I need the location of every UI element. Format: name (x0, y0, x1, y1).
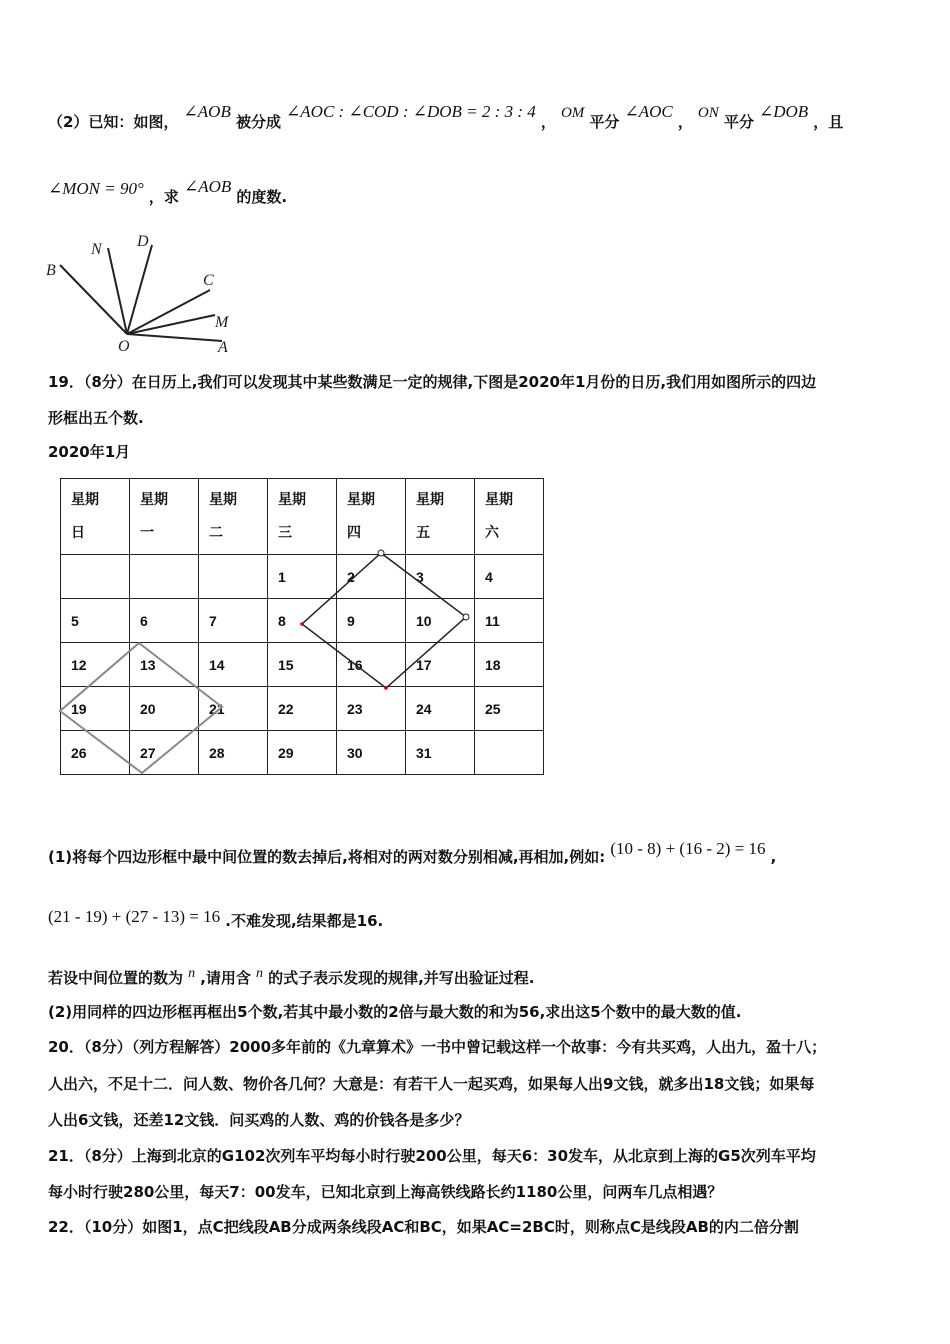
q18-part2-line2 (48, 177, 288, 207)
calendar-cell: 22 (268, 687, 337, 731)
q18-part2-line1 (48, 102, 844, 132)
header-fri: 星期 五 (406, 479, 475, 555)
ray-on (108, 248, 127, 334)
q19-p1-line3 (48, 967, 535, 988)
calendar-cell: 4 (475, 555, 544, 599)
calendar-cell: 1 (268, 555, 337, 599)
calendar-week-row (61, 687, 544, 731)
q19-p1b-tail: 的式子表示发现的规律,并写出验证过程. (268, 969, 535, 987)
math-angle-aob: ∠AOB (183, 102, 231, 121)
label-o: O (118, 338, 130, 355)
label-c: C (203, 272, 214, 289)
q20-line2: 人出六，不足十二．问人数、物价各几何？大意是：有若干人一起买鸡，如果每人出9文钱，就多出18文钱；如果每 (48, 1075, 815, 1093)
header-mon: 星期 一 (130, 479, 199, 555)
math-example-1: (10 - 8) + (16 - 2) = 16 (610, 839, 766, 858)
q19-p1-lead: (1)将每个四边形框中最中间位置的数去掉后,将相对的两对数分别相减,再相加,例如: (48, 848, 606, 866)
calendar-cell: 5 (61, 599, 130, 643)
calendar-caption: 2020年1月 (48, 443, 131, 461)
q19-p2: (2)用同样的四边形框再框出5个数,若其中最小数的2倍与最大数的和为56,求出这5个数中的最大数的值. (48, 1003, 742, 1021)
q18-ping2: 平分 (723, 113, 754, 131)
calendar-cell: 20 (130, 687, 199, 731)
q18-qie: ，且 (813, 113, 844, 131)
math-angle-mon: ∠MON = 90° (48, 179, 144, 198)
calendar-cell: 17 (406, 643, 475, 687)
q20-line1: 20．（8分）（列方程解答）2000多年前的《九章算术》一书中曾记载这样一个故事：今有共买鸡，人出九，盈十八； (48, 1038, 827, 1056)
calendar-header-row (61, 479, 544, 555)
calendar-cell: 21 (199, 687, 268, 731)
q19-line2: 形框出五个数. (48, 409, 144, 427)
calendar-cell (475, 731, 544, 775)
calendar-cell (61, 555, 130, 599)
q18-lead: （2）已知：如图， (48, 113, 179, 131)
header-sat: 星期 六 (475, 479, 544, 555)
q21-line1: 21．（8分）上海到北京的G102次列车平均每小时行驶200公里，每天6：30发车，从北京到上海的G5次列车平均 (48, 1147, 816, 1165)
calendar-cell: 12 (61, 643, 130, 687)
label-m: M (215, 314, 229, 331)
calendar-cell: 30 (337, 731, 406, 775)
header-thu: 星期 四 (337, 479, 406, 555)
q19-p1b-mid: ,请用含 (200, 969, 251, 987)
calendar-cell: 31 (406, 731, 475, 775)
math-angle-aob-2: ∠AOB (184, 177, 232, 196)
calendar-cell: 6 (130, 599, 199, 643)
calendar-week-row (61, 599, 544, 643)
ray-ob (60, 265, 127, 334)
calendar-cell: 14 (199, 643, 268, 687)
header-wed: 星期 三 (268, 479, 337, 555)
q19-p1b-lead: 若设中间位置的数为 (48, 969, 184, 987)
label-n: N (91, 241, 102, 258)
calendar-week-row (61, 555, 544, 599)
calendar-cell: 11 (475, 599, 544, 643)
calendar-week-row (61, 643, 544, 687)
math-angle-ratio: ∠AOC : ∠COD : ∠DOB = 2 : 3 : 4 (286, 102, 536, 121)
q18-comma2: ， (677, 113, 693, 131)
q19-p1-line1 (48, 839, 777, 867)
q20-line3: 人出6文钱，还差12文钱．问买鸡的人数、鸡的价钱各是多少？ (48, 1111, 470, 1129)
math-angle-aoc: ∠AOC (624, 102, 673, 121)
calendar-cell: 27 (130, 731, 199, 775)
math-angle-dob: ∠DOB (758, 102, 809, 121)
q19-line1: 19．（8分）在日历上,我们可以发现其中某些数满足一定的规律,下图是2020年1月份的日历,我们用如图所示的四边 (48, 373, 817, 391)
calendar-cell: 9 (337, 599, 406, 643)
math-on: ON (697, 105, 719, 121)
label-a: A (218, 339, 228, 356)
math-example-2: (21 - 19) + (27 - 13) = 16 (48, 907, 221, 926)
label-b: B (46, 262, 56, 279)
ray-od (127, 245, 152, 334)
q19-p1-tail: .不难发现,结果都是16. (225, 912, 384, 930)
q18-tail: 的度数. (236, 188, 288, 206)
q22-line1: 22．（10分）如图1，点C把线段AB分成两条线段AC和BC，如果AC=2BC时，则称点C是线段AB的内二倍分割 (48, 1218, 799, 1236)
calendar-cell: 2 (337, 555, 406, 599)
header-tue: 星期 二 (199, 479, 268, 555)
calendar-cell: 25 (475, 687, 544, 731)
calendar-cell: 10 (406, 599, 475, 643)
ray-oc (127, 290, 210, 334)
calendar-cell: 28 (199, 731, 268, 775)
q18-ping1: 平分 (589, 113, 620, 131)
calendar-cell: 13 (130, 643, 199, 687)
ray-om (127, 315, 215, 334)
calendar-cell: 3 (406, 555, 475, 599)
calendar-cell (199, 555, 268, 599)
calendar-cell: 23 (337, 687, 406, 731)
calendar-cell: 29 (268, 731, 337, 775)
q19-comma: , (770, 848, 777, 866)
math-om: OM (560, 105, 585, 121)
calendar-cell: 26 (61, 731, 130, 775)
header-sun: 星期 日 (61, 479, 130, 555)
math-n-2: n (256, 966, 263, 981)
q18-qiu: ，求 (148, 188, 179, 206)
ray-oa (127, 334, 222, 341)
calendar-week-row (61, 731, 544, 775)
q21-line2: 每小时行驶280公里，每天7：00发车，已知北京到上海高铁线路长约1180公里，问两车几点相遇？ (48, 1183, 723, 1201)
calendar-cell: 8 (268, 599, 337, 643)
q18-comma1: ， (540, 113, 556, 131)
q19-p1-line2 (48, 907, 384, 931)
calendar-cell: 16 (337, 643, 406, 687)
calendar-cell: 24 (406, 687, 475, 731)
math-n-1: n (188, 966, 196, 981)
calendar-cell: 15 (268, 643, 337, 687)
calendar-cell: 7 (199, 599, 268, 643)
calendar-table (60, 478, 544, 775)
label-d: D (137, 233, 149, 250)
calendar-cell: 19 (61, 687, 130, 731)
calendar-cell (130, 555, 199, 599)
calendar-cell: 18 (475, 643, 544, 687)
q18-seg1: 被分成 (235, 113, 281, 131)
